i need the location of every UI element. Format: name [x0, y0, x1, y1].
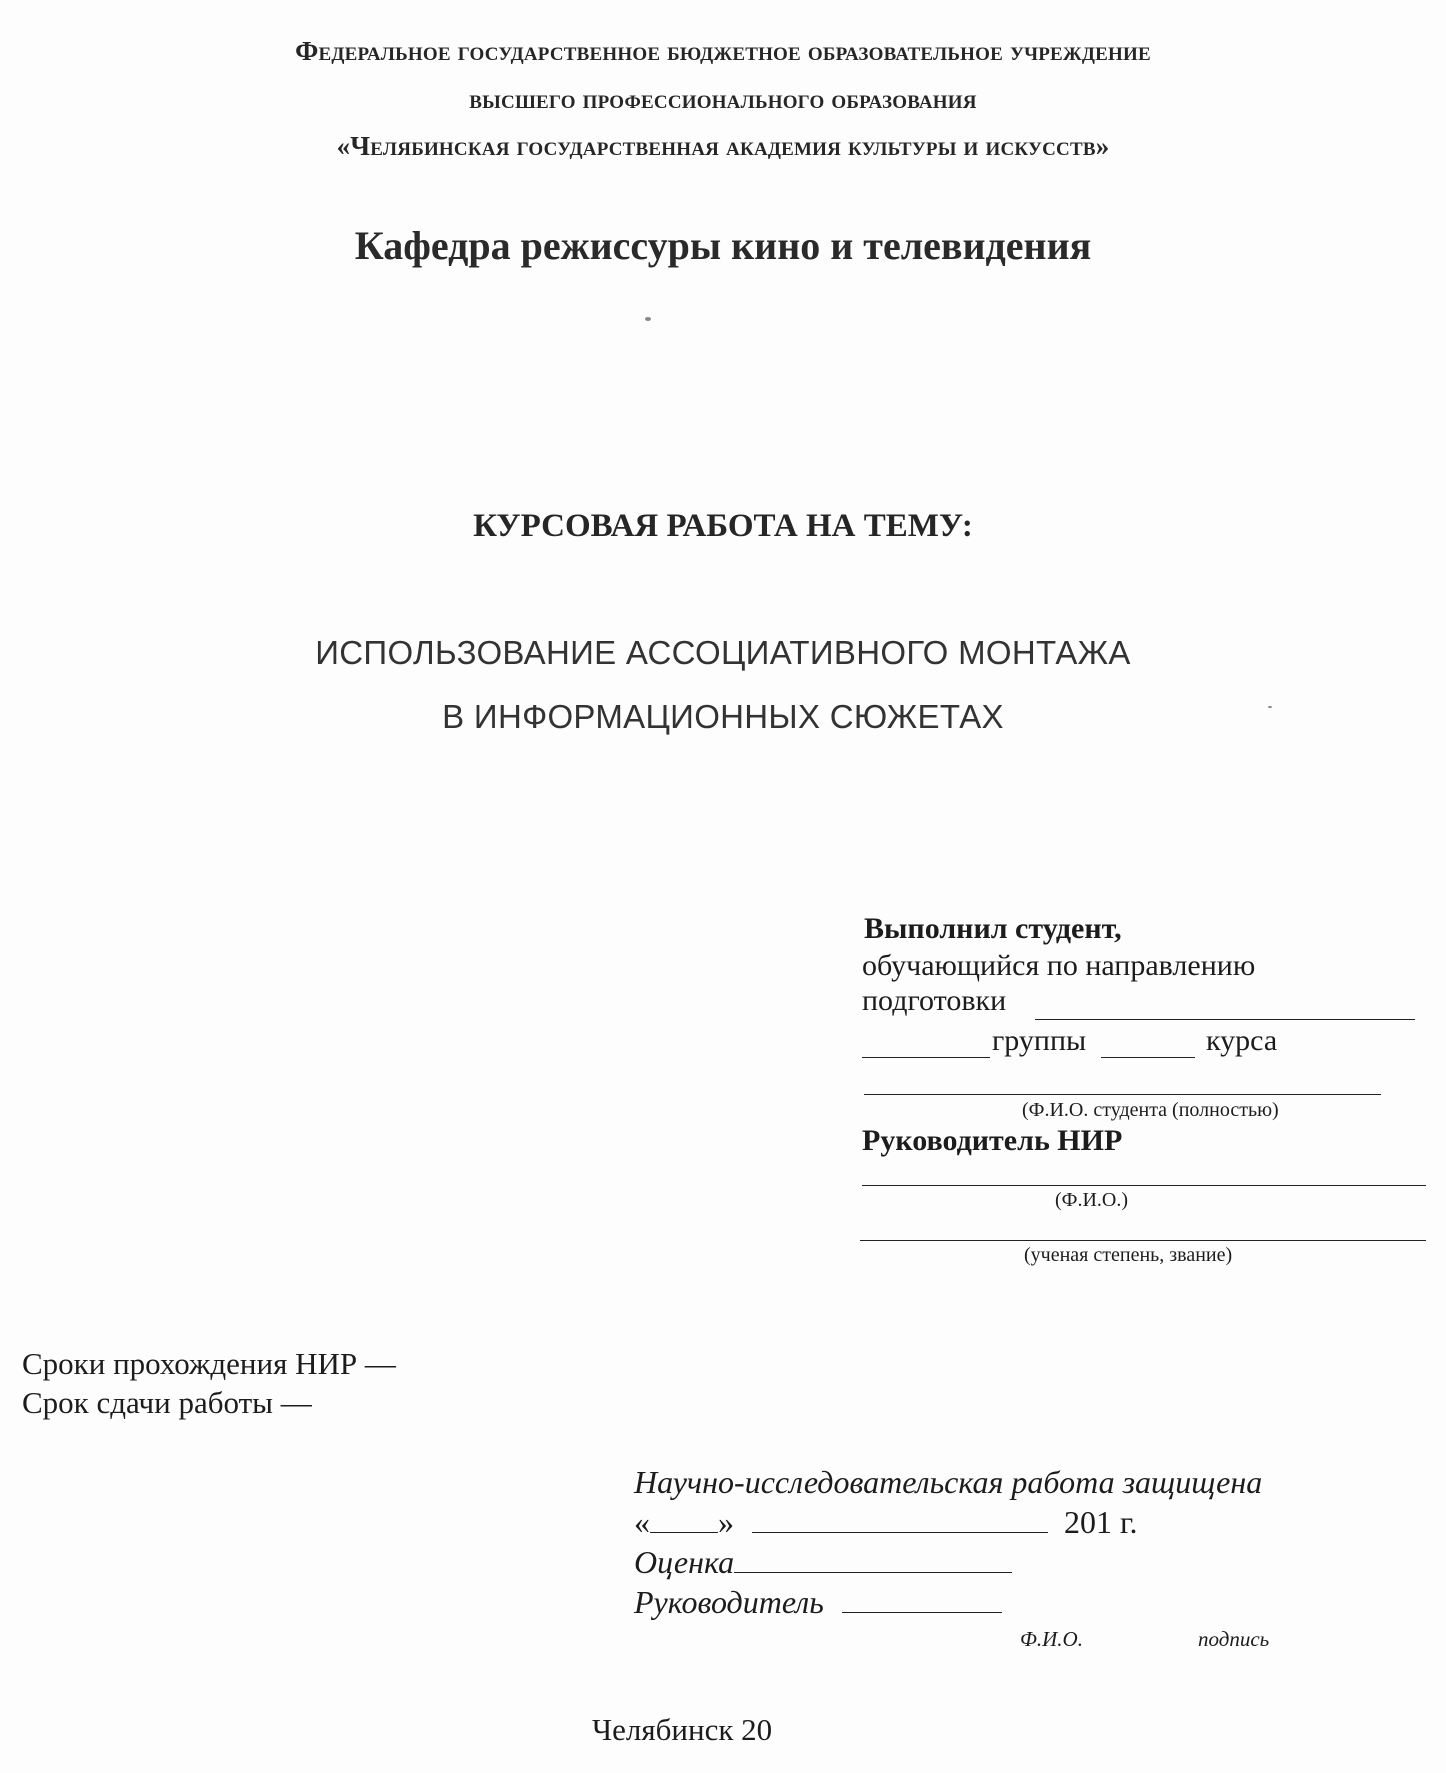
student-name-line — [864, 1094, 1381, 1095]
city-year: Челябинск 20 — [592, 1712, 773, 1747]
preparation-field-line — [1035, 1019, 1415, 1020]
signature-caption: подпись — [1198, 1627, 1270, 1651]
quote-open: « — [634, 1504, 650, 1540]
direction-label: обучающийся по направлению — [862, 949, 1256, 982]
supervisor-degree-line — [860, 1240, 1426, 1241]
supervisor-name-line — [862, 1185, 1426, 1186]
supervisor-label: Руководитель НИР — [862, 1124, 1123, 1157]
work-theme-line-2: В ИНФОРМАЦИОННЫХ СЮЖЕТАХ — [442, 698, 1004, 735]
signature-field-line — [842, 1584, 1002, 1613]
name-caption: Ф.И.О. — [1020, 1627, 1083, 1651]
supervisor-degree-caption: (ученая степень, звание) — [1024, 1244, 1233, 1266]
defense-protected-label: Научно-исследовательская работа защищена — [634, 1464, 1263, 1500]
day-field-line — [650, 1504, 718, 1533]
defense-supervisor-label: Руководитель — [634, 1584, 824, 1620]
course-field-line — [1101, 1057, 1195, 1058]
defense-year-label: 201 г. — [1064, 1504, 1138, 1540]
grade-label: Оценка — [634, 1544, 735, 1580]
submission-deadline-label: Срок сдачи работы — — [22, 1385, 312, 1420]
quote-close: » — [718, 1504, 734, 1540]
grade-row — [634, 1544, 1012, 1581]
institution-line-1: Федеральное государственное бюджетное образовательное учреждение — [295, 36, 1151, 66]
institution-line-2: высшего профессионального образования — [469, 84, 977, 114]
scan-speck — [645, 317, 651, 321]
course-label: курса — [1206, 1024, 1278, 1057]
work-theme-line-1: ИСПОЛЬЗОВАНИЕ АССОЦИАТИВНОГО МОНТАЖА — [315, 634, 1131, 671]
department-name: Кафедра режиссуры кино и телевидения — [354, 223, 1092, 268]
grade-field-line — [734, 1544, 1012, 1573]
research-period-label: Сроки прохождения НИР — — [22, 1346, 396, 1381]
defense-date-row — [634, 1504, 1138, 1541]
group-field-line — [862, 1057, 990, 1058]
performed-by-label: Выполнил студент, — [864, 912, 1122, 945]
scan-speck — [1268, 706, 1272, 708]
student-name-caption: (Ф.И.О. студента (полностью) — [1022, 1099, 1279, 1121]
defense-supervisor-row — [634, 1584, 1002, 1621]
supervisor-name-caption: (Ф.И.О.) — [1055, 1189, 1129, 1211]
work-heading: КУРСОВАЯ РАБОТА НА ТЕМУ: — [473, 508, 973, 544]
month-field-line — [752, 1504, 1048, 1533]
institution-line-3: «Челябинская государственная академия культуры и искусств» — [336, 131, 1110, 161]
group-label: группы — [992, 1024, 1087, 1057]
preparation-label: подготовки — [862, 984, 1007, 1017]
